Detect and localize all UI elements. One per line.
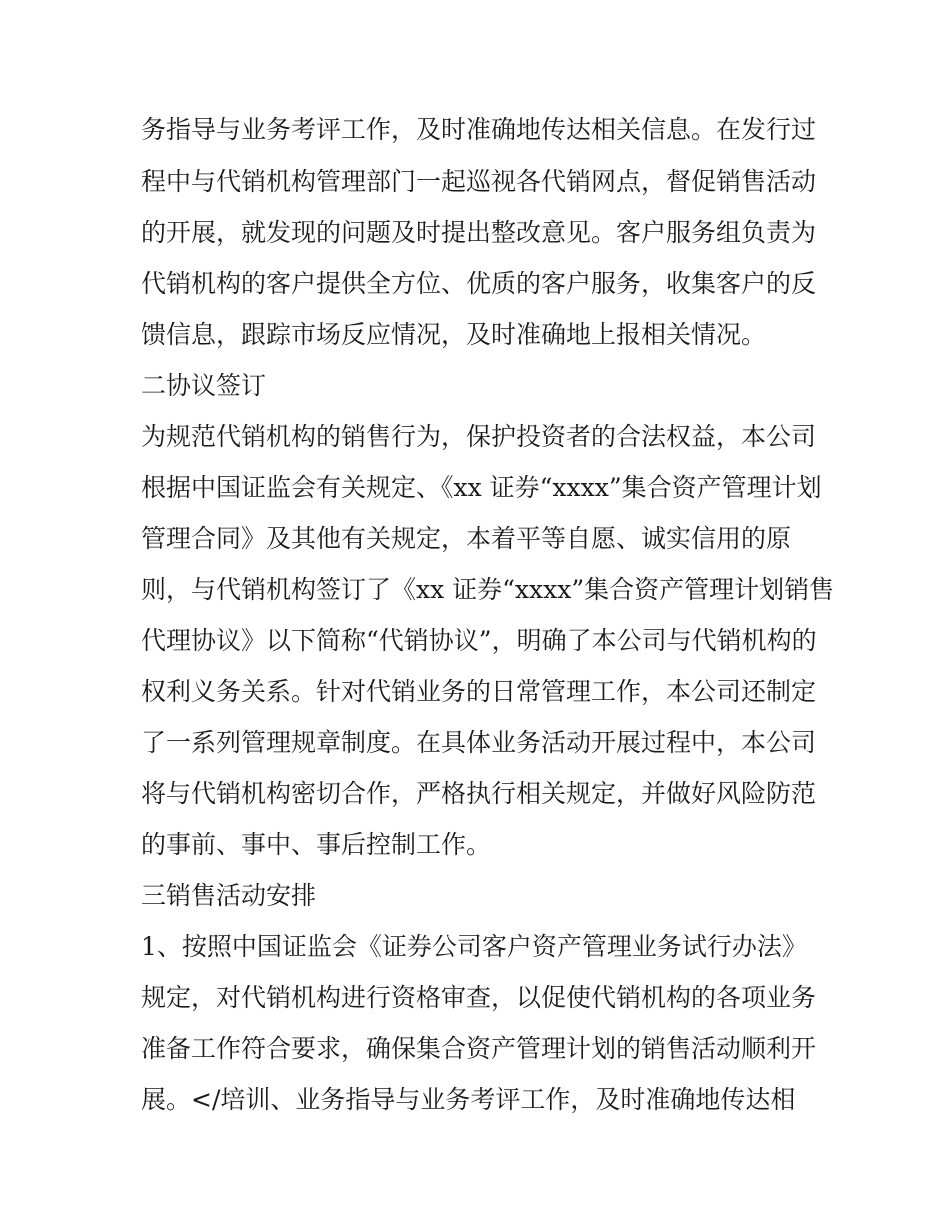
text-line: 为规范代销机构的销售行为，保护投资者的合法权益，本公司 [141,422,817,451]
text-line: 程中与代销机构管理部门一起巡视各代销网点，督促销售活动 [141,167,817,196]
text-line: 的开展，就发现的问题及时提出整改意见。客户服务组负责为 [141,218,817,247]
text-line: 展。</培训、业务指导与业务考评工作，及时准确地传达相 [141,1085,796,1114]
text-line: 管理合同》及其他有关规定，本着平等自愿、诚实信用的原 [141,524,792,553]
text-line: 1、按照中国证监会《证券公司客户资产管理业务试行办法》 [141,932,807,961]
text-line: 代理协议》以下简称“代销协议”，明确了本公司与代销机构的 [141,626,817,655]
text-line: 代销机构的客户提供全方位、优质的客户服务，收集客户的反 [141,269,817,298]
text-line: 根据中国证监会有关规定、《xx 证券“xxxx”集合资产管理计划 [141,473,822,502]
text-line: 馈信息，跟踪市场反应情况，及时准确地上报相关情况。 [141,320,767,349]
text-line: 规定，对代销机构进行资格审查，以促使代销机构的各项业务 [141,983,817,1012]
text-line: 务指导与业务考评工作，及时准确地传达相关信息。在发行过 [141,115,817,144]
section-heading: 三销售活动安排 [141,881,317,910]
text-line: 的事前、事中、事后控制工作。 [141,830,492,859]
section-heading: 二协议签订 [141,371,267,400]
text-line: 则，与代销机构签订了《xx 证券“xxxx”集合资产管理计划销售 [141,575,835,604]
text-line: 准备工作符合要求，确保集合资产管理计划的销售活动顺利开 [141,1034,817,1063]
text-line: 权利义务关系。针对代销业务的日常管理工作，本公司还制定 [141,677,817,706]
text-line: 了一系列管理规章制度。在具体业务活动开展过程中，本公司 [141,728,817,757]
text-line: 将与代销机构密切合作，严格执行相关规定，并做好风险防范 [141,779,817,808]
